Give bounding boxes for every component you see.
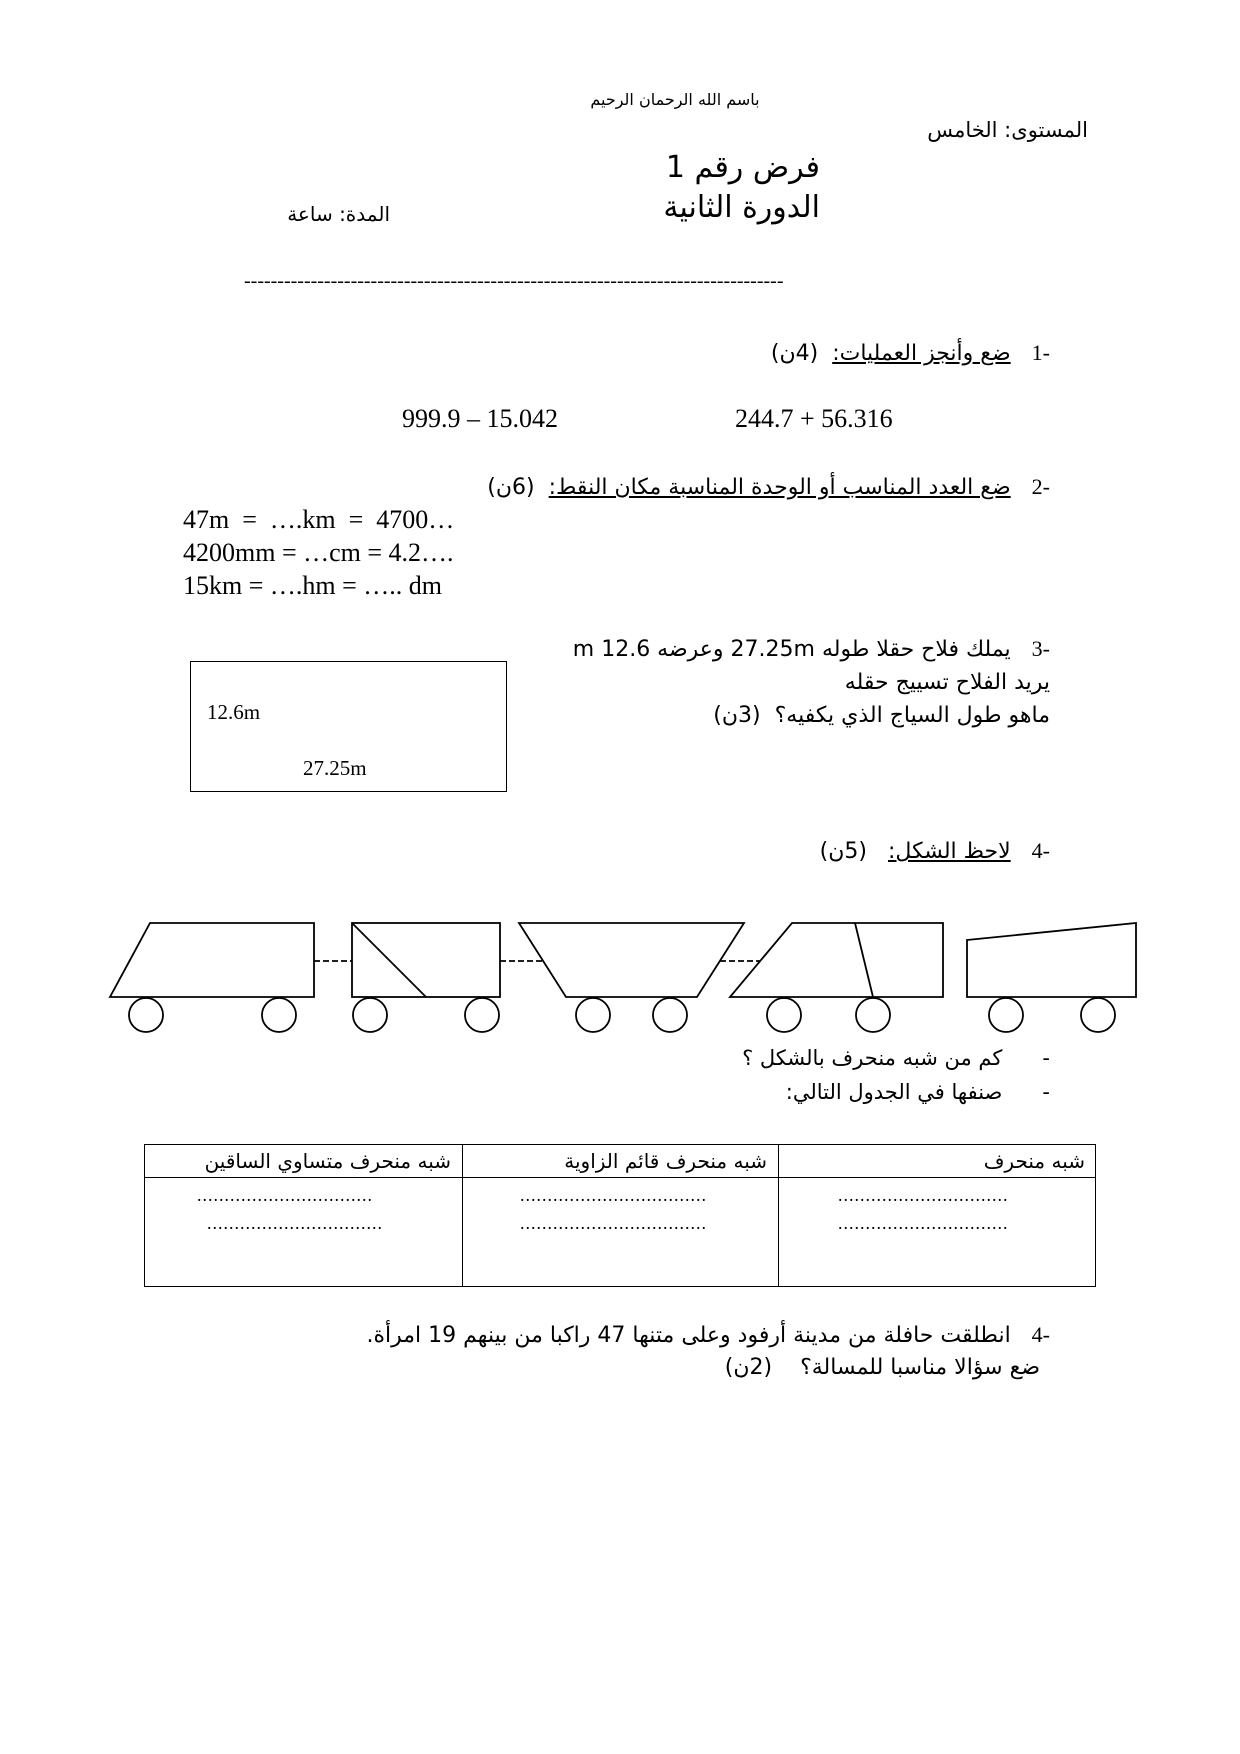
q4-bullet-2-text: صنفها في الجدول التالي: <box>785 1080 1003 1104</box>
header-isosceles-trapezoid: شبه منحرف متساوي الساقين <box>204 1149 451 1173</box>
q2-line-3: 15km = ….hm = ….. dm <box>183 571 442 600</box>
q3-points: (3ن) <box>713 703 761 728</box>
wagon-5-quadrilateral <box>967 923 1136 997</box>
answer-dots[interactable]: .................................. <box>520 1185 707 1205</box>
wagon-2-wheel <box>353 998 387 1032</box>
wagon-2-rectangle <box>352 923 500 997</box>
q5-points: (2ن) <box>724 1355 773 1380</box>
answer-dots[interactable]: .................................. <box>520 1213 707 1233</box>
bullet-dash: - <box>1042 1046 1050 1070</box>
bullet-dash: - <box>1042 1080 1050 1104</box>
classification-table <box>144 1144 1096 1287</box>
answer-dots[interactable]: ................................ <box>197 1185 373 1205</box>
q2-number: -2 <box>1031 474 1050 499</box>
wagon-1-trapezoid <box>110 923 314 997</box>
basmala: باسم الله الرحمان الرحيم <box>590 90 760 109</box>
q2-line-1: 47m = ….km = 4700… <box>183 505 455 534</box>
wagon-5-wheel <box>989 998 1023 1032</box>
q2-line-2: 4200mm = …cm = 4.2…. <box>183 538 454 567</box>
q1-operation-left: 999.9 – 15.042 <box>402 404 558 433</box>
wagon-3-wheel <box>653 998 687 1032</box>
q3-number: -3 <box>1031 636 1050 661</box>
table-divider <box>778 1145 779 1286</box>
exam-title: فرض رقم 1 <box>665 150 820 185</box>
q4-bullet-2 <box>786 1080 1050 1104</box>
q3-line-2: يريد الفلاح تسييج حقله <box>844 670 1050 695</box>
field-rectangle <box>190 661 507 792</box>
q1-heading <box>771 340 1050 366</box>
duration-label: المدة: ساعة <box>287 202 390 226</box>
q1-text: ضع وأنجز العمليات: <box>832 341 1011 366</box>
q4-number: -4 <box>1031 838 1050 863</box>
q1-operation-right: 244.7 + 56.316 <box>735 404 893 433</box>
separator-line: --------------------------------------------------------------------------------- <box>244 270 784 292</box>
wagon-4-wheel <box>767 998 801 1032</box>
q4-heading <box>820 838 1050 864</box>
q5-question: ضع سؤالا مناسبا للمسالة؟ <box>800 1355 1040 1380</box>
q4-points: (5ن) <box>819 839 868 864</box>
q1-points: (4ن) <box>770 341 819 366</box>
q5-number: -4 <box>1031 1322 1050 1347</box>
field-length-label: 27.25m <box>303 756 367 780</box>
wagon-4-wheel <box>856 998 890 1032</box>
answer-dots[interactable]: ................................ <box>207 1213 383 1233</box>
q4-text: لاحظ الشكل: <box>888 839 1011 864</box>
q4-bullet-1-text: كم من شبه منحرف بالشكل ؟ <box>742 1046 1003 1070</box>
level-label: المستوى: الخامس <box>927 118 1088 142</box>
q5-line-1 <box>367 1322 1051 1348</box>
header-right-trapezoid: شبه منحرف قائم الزاوية <box>564 1149 767 1173</box>
q3-statement: يملك فلاح حقلا طوله 27.25m وعرضه 12.6 m <box>572 637 1011 662</box>
header-trapezoid: شبه منحرف <box>983 1149 1085 1173</box>
answer-dots[interactable]: ............................... <box>838 1213 1009 1233</box>
field-width-label: 12.6m <box>207 700 261 724</box>
q3-question: ماهو طول السياج الذي يكفيه؟ <box>774 703 1050 728</box>
q5-line-2 <box>725 1355 1040 1380</box>
q3-line-1 <box>573 636 1050 662</box>
exam-session: الدورة الثانية <box>663 190 820 225</box>
wagon-1-wheel <box>129 998 163 1032</box>
wagon-4-segment <box>855 923 873 997</box>
q3-line-3 <box>713 703 1050 728</box>
wagon-4-trapezoid <box>730 923 943 997</box>
wagon-1-wheel <box>262 998 296 1032</box>
q1-number: -1 <box>1031 340 1050 365</box>
train-figure <box>0 915 1240 1035</box>
wagon-2-wheel <box>465 998 499 1032</box>
q2-heading <box>487 474 1050 500</box>
q2-points: (6ن) <box>487 475 535 500</box>
wagon-3-trapezoid <box>519 923 744 997</box>
q2-text: ضع العدد المناسب أو الوحدة المناسبة مكان النقط: <box>548 475 1011 500</box>
q5-statement: انطلقت حافلة من مدينة أرفود وعلى متنها 47 راكبا من بينهم 19 امرأة. <box>366 1323 1011 1348</box>
wagon-2-diagonal <box>352 923 426 997</box>
wagon-3-wheel <box>576 998 610 1032</box>
q4-bullet-1 <box>742 1046 1050 1070</box>
answer-dots[interactable]: ............................... <box>838 1185 1009 1205</box>
wagon-5-wheel <box>1081 998 1115 1032</box>
table-divider <box>462 1145 463 1286</box>
